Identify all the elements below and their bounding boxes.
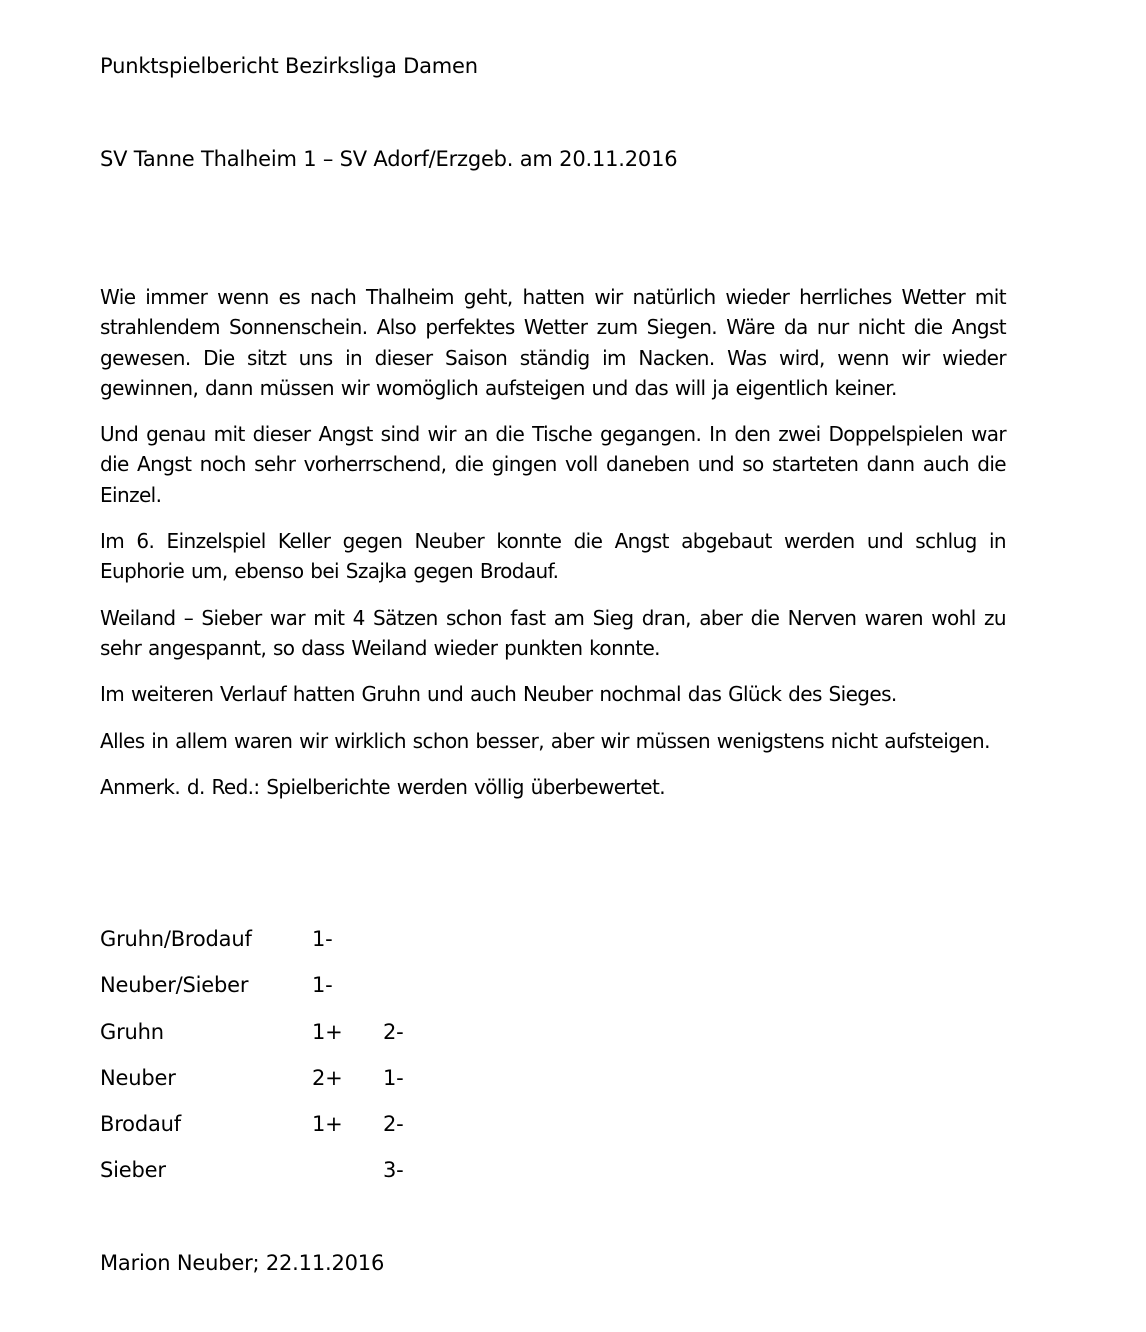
report-body	[100, 282, 1006, 818]
score-1: 2+	[312, 1065, 343, 1090]
signature: Marion Neuber; 22.11.2016	[100, 1251, 385, 1275]
score-1: 1-	[312, 973, 333, 998]
paragraph: Und genau mit dieser Angst sind wir an die Tische gegangen. In den zwei Doppelspielen war die Angst noch sehr vorherrschend, die gingen voll daneben und so starteten dann auch die Einzel.	[100, 422, 1006, 507]
paragraph: Alles in allem waren wir wirklich schon besser, aber wir müssen wenigstens nicht aufsteigen.	[100, 728, 990, 753]
paragraph: Im 6. Einzelspiel Keller gegen Neuber konnte die Angst abgebaut werden und schlug in Euphorie um, ebenso bei Szajka gegen Brodauf.	[100, 529, 1006, 584]
match-line: SV Tanne Thalheim 1 – SV Adorf/Erzgeb. am 20.11.2016	[100, 147, 678, 171]
score-1: 1-	[312, 927, 333, 951]
player-name: Neuber	[100, 1065, 176, 1090]
paragraph: Wie immer wenn es nach Thalheim geht, hatten wir natürlich wieder herrliches Wetter mit strahlendem Sonnenschein. Also perfektes Wetter zum Siegen. Wäre da nur nicht die Angst gewesen. Die sitzt uns in dieser Saison ständig im Nacken. Was wird, wenn wir wieder gewinnen, dann müssen wir womöglich aufsteigen und das will ja eigentlich keiner.	[100, 285, 1006, 400]
score-2: 2-	[383, 1019, 404, 1044]
player-name: Sieber	[100, 1158, 166, 1183]
player-name: Brodauf	[100, 1112, 181, 1137]
score-2: 2-	[383, 1112, 404, 1137]
document-title: Punktspielbericht Bezirksliga Damen	[100, 54, 478, 78]
player-name: Neuber/Sieber	[100, 973, 249, 998]
score-1: 1+	[312, 1112, 343, 1137]
paragraph: Im weiteren Verlauf hatten Gruhn und auch Neuber nochmal das Glück des Sieges.	[100, 682, 897, 707]
score-2: 1-	[383, 1065, 404, 1090]
player-name: Gruhn	[100, 1019, 164, 1044]
paragraph: Weiland – Sieber war mit 4 Sätzen schon fast am Sieg dran, aber die Nerven waren wohl zu sehr angespannt, so dass Weiland wieder punkten konnte.	[100, 605, 1006, 660]
paragraph: Anmerk. d. Red.: Spielberichte werden völlig überbewertet.	[100, 774, 665, 799]
score-2: 3-	[383, 1158, 404, 1183]
score-1: 1+	[312, 1019, 343, 1044]
player-name: Gruhn/Brodauf	[100, 927, 252, 951]
